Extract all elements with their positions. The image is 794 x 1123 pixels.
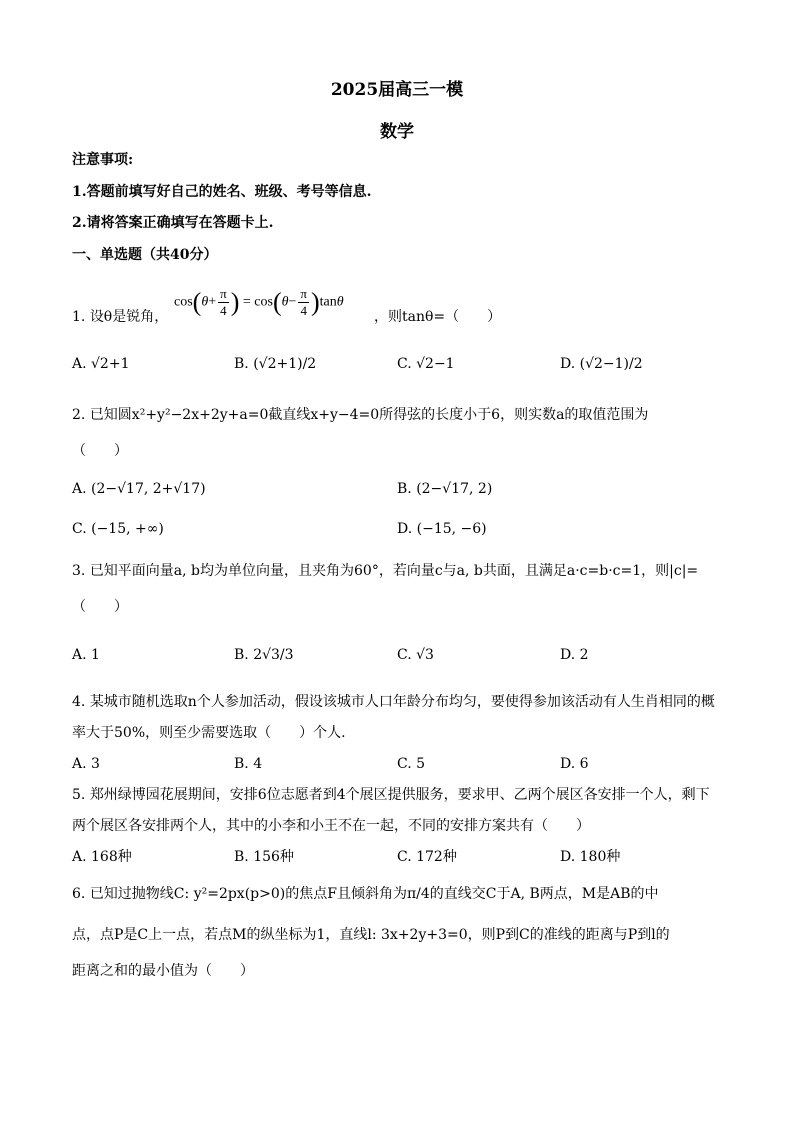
q1-option-d: D. (√2−1)/2 <box>560 356 643 372</box>
q5-stem <box>72 786 710 804</box>
q5-stem-line1: 郑州绿博园花展期间，安排6位志愿者到4个展区提供服务，要求甲、乙两个展区各安排一个人，剩下 <box>89 787 710 803</box>
q1-number: 1. <box>72 309 86 325</box>
q6-stem-line3: 距离之和的最小值为（ ） <box>72 963 254 979</box>
q6-stem-line2: 点，点P是C上一点，若点M的纵坐标为1，直线l: 3x+2y+3=0，则P到C的准线的距离与P到l的 <box>72 927 670 943</box>
q1-equation: cos(θ+ $\frac{\pi}{4}$ ) = cos(θ− $\frac{\pi}{4}$ )tanθ <box>174 286 344 318</box>
q2-number: 2. <box>72 407 86 423</box>
q4-option-b: B. 4 <box>234 756 263 772</box>
q4-option-a: A. 3 <box>72 756 100 772</box>
q2-stem <box>72 406 648 424</box>
q3-option-c: C. √3 <box>397 647 434 663</box>
q1-stem-b: ，则tanθ=（ ） <box>374 309 502 325</box>
q1-option-a: A. √2+1 <box>72 356 130 372</box>
q3-option-a: A. 1 <box>72 647 100 663</box>
q2-option-b: B. (2−√17, 2) <box>397 481 493 497</box>
subject-title: 数学 <box>380 122 414 142</box>
note-item-2: 2.请将答案正确填写在答题卡上. <box>72 215 274 231</box>
q5-option-d: D. 180种 <box>560 849 621 865</box>
q4-stem <box>72 693 715 711</box>
q4-number: 4. <box>72 694 86 710</box>
q3-option-d: D. 2 <box>560 647 589 663</box>
q1-option-b: B. (√2+1)/2 <box>234 356 317 372</box>
q5-option-a: A. 168种 <box>72 849 132 865</box>
q4-stem-line2: 率大于50%，则至少需要选取（ ）个人. <box>72 725 346 741</box>
q2-stem-line1: 已知圆x²+y²−2x+2y+a=0截直线x+y−4=0所得弦的长度小于6，则实数a的取值范围为 <box>89 407 649 423</box>
q6-stem-line1: 已知过抛物线C: y²=2px(p>0)的焦点F且倾斜角为π/4的直线交C于A, B两点，M是AB的中 <box>89 886 659 902</box>
q3-number: 3. <box>72 563 86 579</box>
q1-option-c: C. √2−1 <box>397 356 455 372</box>
q1-stem <box>72 308 168 326</box>
q4-option-c: C. 5 <box>397 756 426 772</box>
q2-option-c: C. (−15, +∞) <box>72 521 164 537</box>
section-title: 一、单选题（共40分） <box>72 247 218 263</box>
note-item-1: 1.答题前填写好自己的姓名、班级、考号等信息. <box>72 184 372 200</box>
q5-option-b: B. 156种 <box>234 849 294 865</box>
q5-stem-line2: 两个展区各安排两个人，其中的小李和小王不在一起，不同的安排方案共有（ ） <box>72 818 590 834</box>
q5-option-c: C. 172种 <box>397 849 457 865</box>
q4-option-d: D. 6 <box>560 756 589 772</box>
q3-stem <box>72 562 698 580</box>
q3-stem-line1: 已知平面向量a, b均为单位向量，且夹角为60°，若向量c与a, b共面，且满足a·c=b·c=1，则|c|= <box>89 563 699 579</box>
q2-option-a: A. (2−√17, 2+√17) <box>72 481 206 497</box>
q5-number: 5. <box>72 787 86 803</box>
q3-option-b: B. 2√3/3 <box>234 647 294 663</box>
q4-stem-line1: 某城市随机选取n个人参加活动，假设该城市人口年龄分布均匀，要使得参加该活动有人生肖相同的概 <box>89 694 715 710</box>
q2-stem-line2: （ ） <box>72 443 128 459</box>
q2-option-d: D. (−15, −6) <box>397 521 487 537</box>
q1-stem-a: 设θ是锐角， <box>89 309 169 325</box>
q3-stem-line2: （ ） <box>72 599 128 615</box>
q6-stem <box>72 885 659 903</box>
q6-number: 6. <box>72 886 86 902</box>
notes-heading: 注意事项: <box>72 152 134 168</box>
exam-title: 2025届高三一模 <box>330 80 464 100</box>
